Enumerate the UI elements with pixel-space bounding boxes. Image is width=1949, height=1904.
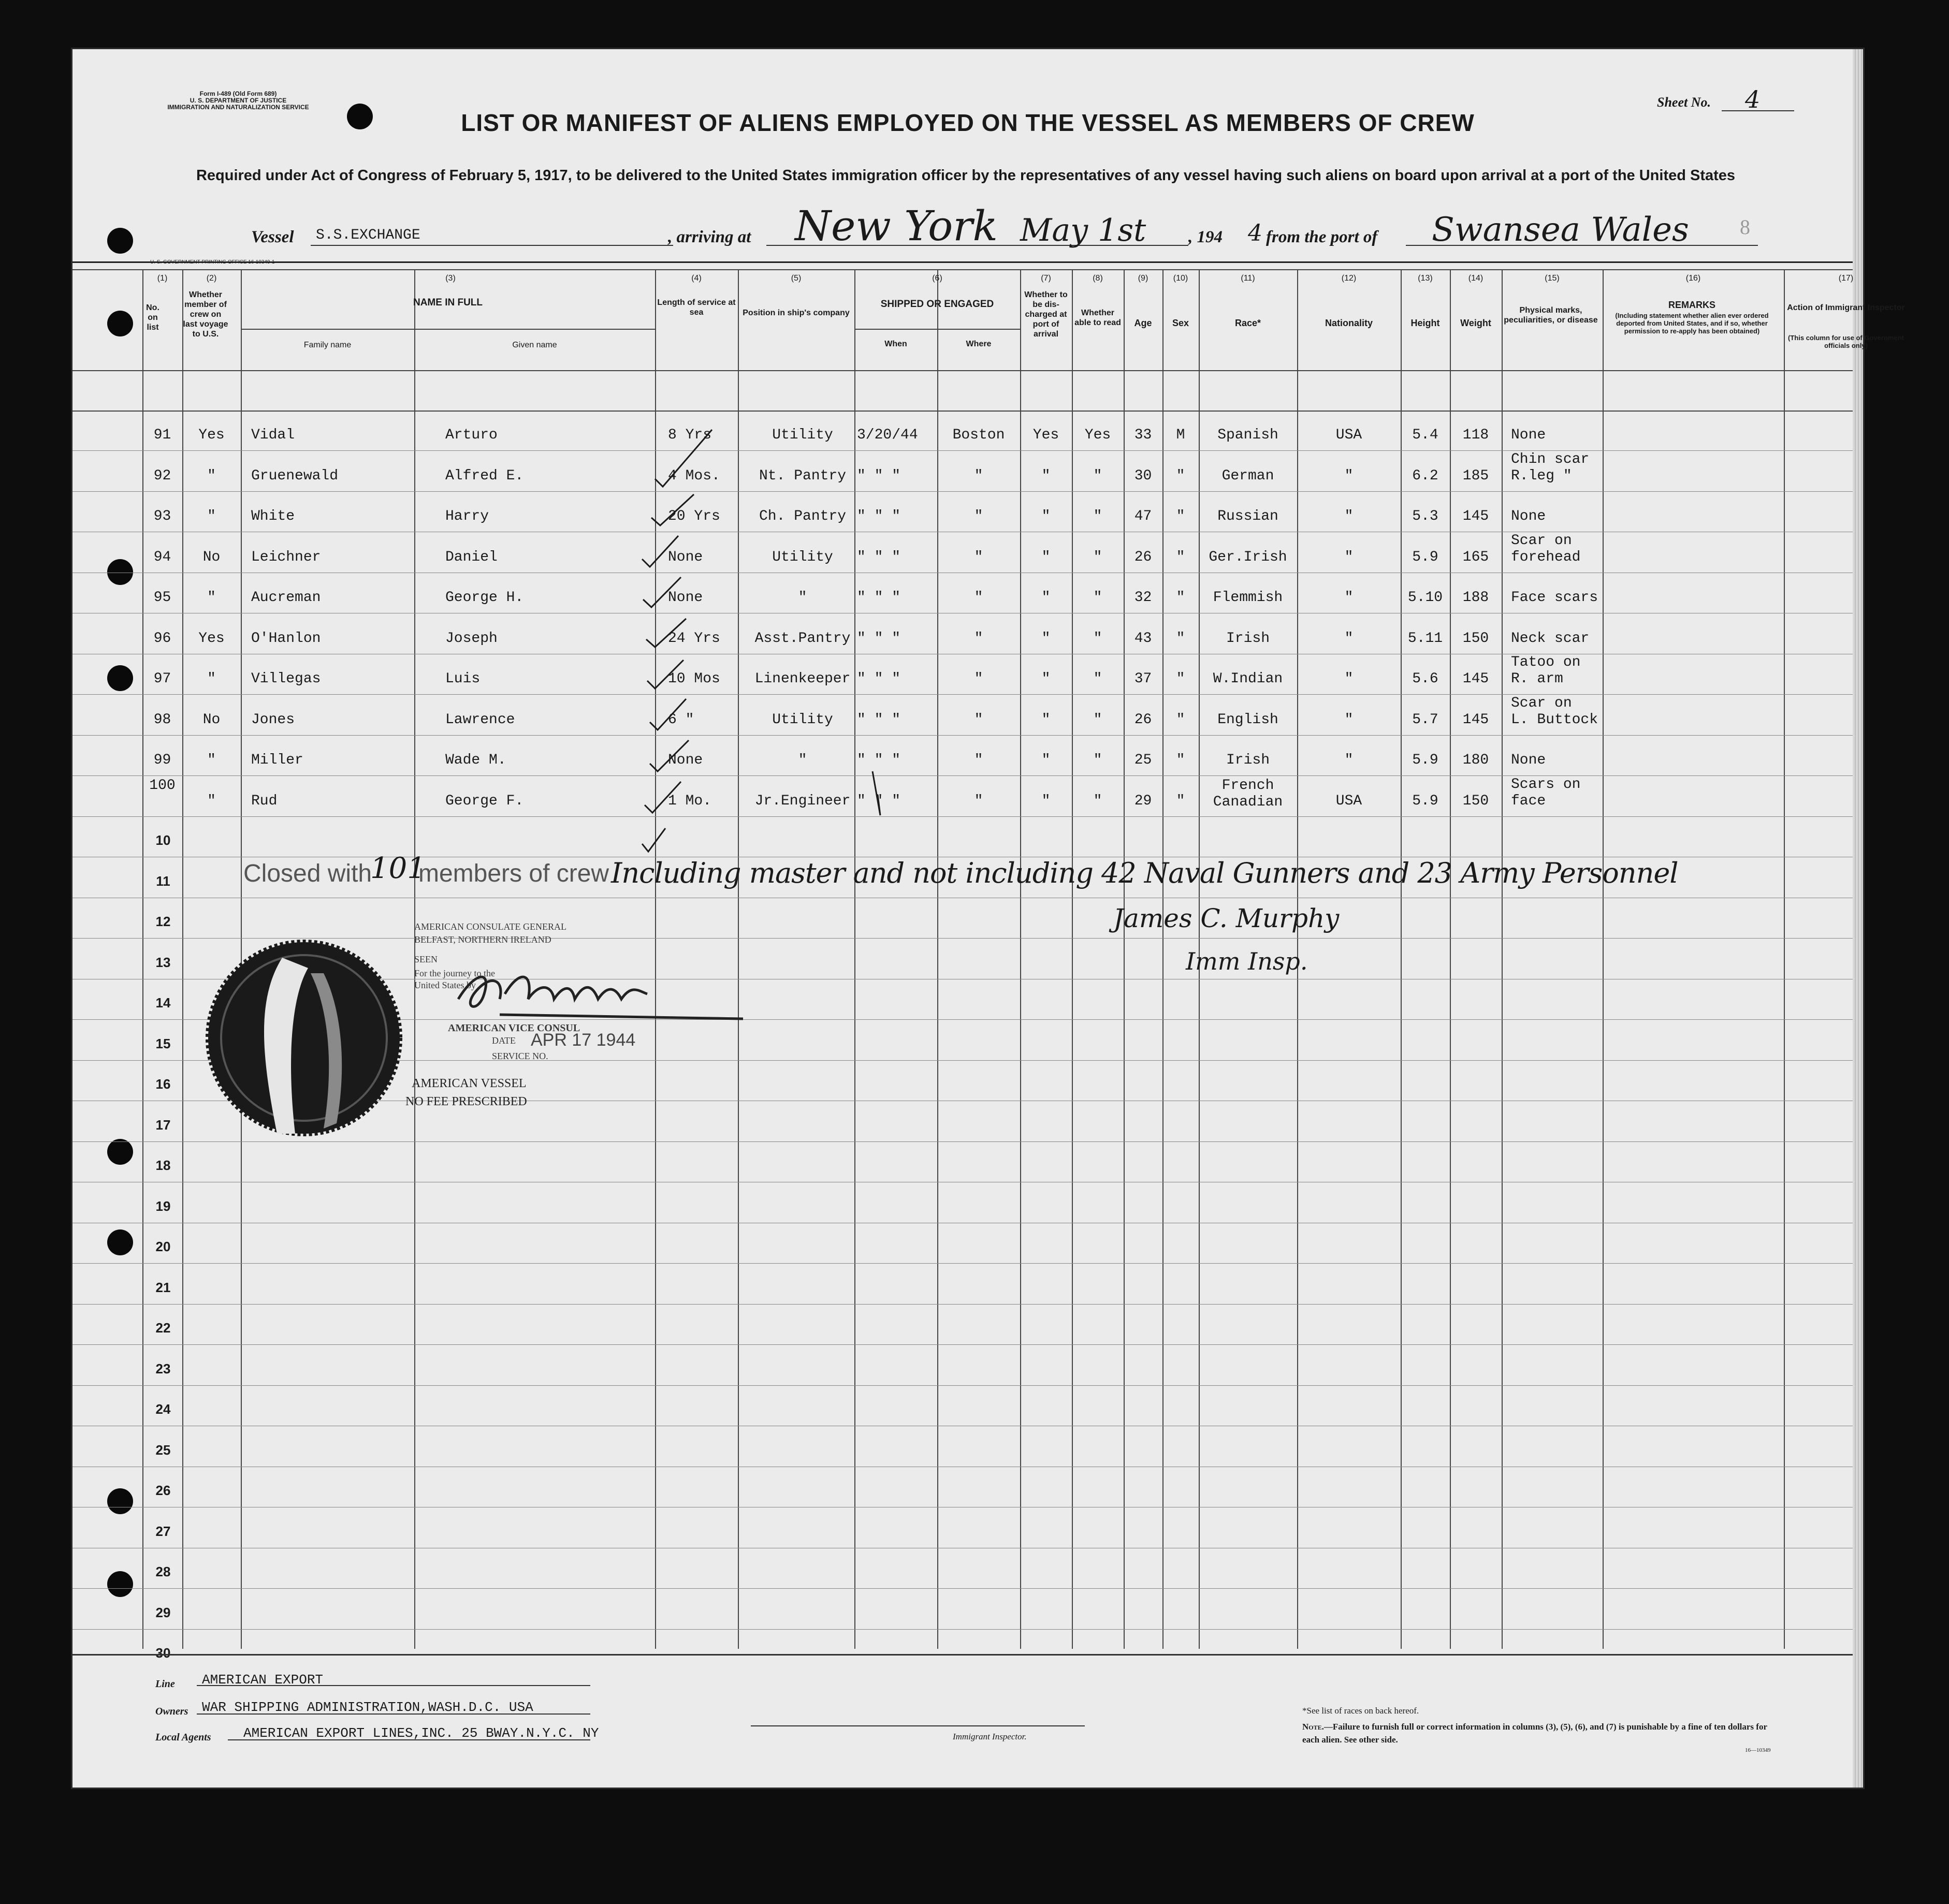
crew-family: White [251,508,295,524]
page-subtitle: Required under Act of Congress of February 5, 1917, to be delivered to the United States immigration officer by the representatives of any vessel having such aliens on board upon arrival at a port of the United States [196,167,1736,184]
crew-height: 5.9 [1412,752,1438,768]
crew-sex: " [1176,752,1185,768]
crew-nat: " [1344,508,1354,524]
crew-no: 95 [153,590,171,606]
consulate-name: AMERICAN CONSULATE GENERAL [414,921,566,932]
arriving-label: , arriving at [668,228,751,246]
row-number: 22 [155,1320,171,1336]
crew-age: 26 [1134,549,1152,565]
crew-sex: M [1176,427,1185,443]
crew-disch: " [1041,752,1051,768]
column-number: (3) [445,274,456,283]
checkmark [645,782,681,813]
crew-nat: " [1344,630,1354,647]
crew-length: None [668,590,703,606]
row-number: 25 [155,1442,171,1458]
crew-weight: 185 [1462,467,1489,484]
col-name-in-full: NAME IN FULL [413,297,483,308]
crew-family: Vidal [251,427,295,443]
crew-marks: Tatoo on [1511,654,1581,670]
crew-no: 100 [149,777,176,794]
crew-given: George H. [445,590,524,606]
crew-disch: Yes [1032,427,1059,443]
crew-sex: " [1176,671,1185,687]
consular-seal [205,937,404,1139]
crew-when: " " " [857,467,901,484]
checkmark [655,430,712,487]
column-number: (15) [1545,274,1560,283]
crew-where: " [974,549,983,565]
crew-nat: " [1344,752,1354,768]
crew-nat: " [1344,590,1354,606]
crew-given: George F. [445,793,524,809]
crew-weight: 150 [1462,793,1489,809]
column-number: (16) [1685,274,1701,283]
crew-read: " [1093,549,1102,565]
col-height: Height [1410,318,1440,328]
crew-position: Utility [772,549,833,565]
row-number: 10 [155,832,171,848]
closed-stamp: Closed with [243,860,372,887]
crew-when: " " " [857,508,901,524]
inspector-title: Imm Insp. [1186,947,1308,975]
crew-race: W.Indian [1213,671,1283,687]
stamp-date: APR 17 1944 [531,1030,636,1050]
consulate-location: BELFAST, NORTHERN IRELAND [414,934,551,945]
crew-read: " [1093,630,1102,647]
crew-length: 10 Mos [668,671,720,687]
crew-family: Jones [251,711,295,728]
crew-age: 30 [1134,467,1152,484]
corner-number: 8 [1740,215,1750,239]
checkmark [650,699,686,730]
year-label: , 194 [1188,228,1223,246]
crew-position: Ch. Pantry [759,508,847,524]
crew-last: " [207,467,216,484]
column-number: (7) [1041,274,1051,283]
crew-no: 96 [153,630,171,647]
crew-last: " [207,752,216,768]
crew-given: Joseph [445,630,498,647]
crew-no: 98 [153,711,171,728]
closed-stamp-suffix: members of crew [418,860,609,887]
column-number: (14) [1468,274,1483,283]
crew-where: " [974,671,983,687]
col-when: When [884,340,907,348]
crew-race: Ger.Irish [1209,549,1287,565]
crew-age: 32 [1134,590,1152,606]
penalty-note: Note.—Failure to furnish full or correct information in columns (3), (5), (6), and (7) is punishable by a fine of ten dollars for each alien. See other side. [1302,1722,1767,1745]
crew-race: Russian [1217,508,1278,524]
crew-weight: 150 [1462,630,1489,647]
crew-sex: " [1176,508,1185,524]
col-weight: Weight [1460,318,1491,328]
crew-marks-2: L. Buttock [1511,711,1598,728]
crew-weight: 118 [1462,427,1489,443]
column-number: (6) [932,274,942,283]
crew-marks: None [1511,752,1546,768]
column-number: (4) [691,274,702,283]
crew-sex: " [1176,467,1185,484]
crew-read: " [1093,711,1102,728]
column-number: (13) [1418,274,1433,283]
arrival-date: May 1st [1020,212,1146,248]
crew-disch: " [1041,508,1051,524]
crew-when: " " " [857,711,901,728]
crew-nat: " [1344,467,1354,484]
crew-count: 101 [370,852,426,885]
crew-height: 5.11 [1407,630,1443,647]
inspector-signature: James C. Murphy [1113,903,1340,933]
crew-last: No [202,711,221,728]
crew-disch: " [1041,793,1051,809]
crew-last: No [202,549,221,565]
col-physical-marks: Physical marks, peculiarities, or disease [1504,306,1598,325]
crew-length: 24 Yrs [668,630,720,647]
crew-family: O'Hanlon [251,630,321,647]
crew-read: " [1093,467,1102,484]
row-number: 29 [155,1604,171,1620]
sheet-no-label: Sheet No. [1657,95,1711,110]
crew-when: " " " [857,793,901,809]
crew-where: " [974,508,983,524]
crew-sex: " [1176,793,1185,809]
crew-no: 97 [153,671,171,687]
crew-age: 25 [1134,752,1152,768]
crew-race: German [1221,467,1274,484]
crew-read: " [1093,793,1102,809]
crew-height: 5.10 [1407,590,1443,606]
crew-last: " [207,671,216,687]
crew-given: Daniel [445,549,498,565]
column-number: (1) [157,274,168,283]
crew-read: " [1093,508,1102,524]
crew-no: 93 [153,508,171,524]
crew-where: Boston [952,427,1005,443]
crew-position: " [798,590,807,606]
crew-read: Yes [1084,427,1111,443]
crew-height: 5.4 [1412,427,1438,443]
col-sex: Sex [1172,318,1189,328]
crew-where: " [974,711,983,728]
row-number: 21 [155,1279,171,1295]
crew-marks: Scar on [1511,695,1572,711]
crew-marks: None [1511,427,1546,443]
column-number: (5) [791,274,802,283]
crew-age: 47 [1134,508,1152,524]
crew-height: 5.9 [1412,549,1438,565]
row-number: 20 [155,1239,171,1254]
row-number: 24 [155,1401,171,1417]
crew-no: 94 [153,549,171,565]
crew-where: " [974,793,983,809]
crew-nat: " [1344,671,1354,687]
row-number: 30 [155,1645,171,1661]
crew-disch: " [1041,711,1051,728]
crew-no: 99 [153,752,171,768]
crew-last: " [207,508,216,524]
crew-position: Linenkeeper [754,671,851,687]
crew-last: Yes [198,427,225,443]
crew-family: Rud [251,793,278,809]
column-number: (2) [206,274,217,283]
crew-weight: 145 [1462,508,1489,524]
crew-position: Asst.Pantry [754,630,851,647]
line-value: AMERICAN EXPORT [202,1672,324,1688]
crew-no: 91 [153,427,171,443]
crew-read: " [1093,590,1102,606]
crew-where: " [974,630,983,647]
checkmark [642,536,678,567]
crew-marks: Scar on [1511,532,1572,549]
checkmark [647,660,683,689]
crew-marks: None [1511,508,1546,524]
american-vessel: AMERICAN VESSEL [412,1077,527,1090]
crew-when: " " " [857,590,901,606]
crew-age: 43 [1134,630,1152,647]
col-given-name: Given name [512,341,557,349]
crew-position: Nt. Pantry [759,467,847,484]
row-number: 11 [156,873,170,889]
crew-position: " [798,752,807,768]
vessel-label: Vessel [251,228,294,246]
crew-where: " [974,752,983,768]
vessel-name: S.S.EXCHANGE [316,227,420,243]
crew-length: 20 Yrs [668,508,720,524]
owners-label: Owners [155,1706,188,1717]
no-fee: NO FEE PRESCRIBED [405,1095,527,1108]
crew-last: " [207,590,216,606]
row-number: 27 [155,1523,171,1539]
crew-weight: 145 [1462,711,1489,728]
crew-where: " [974,590,983,606]
crew-sex: " [1176,711,1185,728]
crew-no: 92 [153,467,171,484]
stamp-journey: For the journey to the [414,968,495,978]
checkmark [642,828,665,852]
crew-weight: 180 [1462,752,1489,768]
col-where: Where [966,340,992,348]
sheet-no: 4 [1745,85,1761,113]
crew-family: Villegas [251,671,321,687]
checkmark [643,577,681,607]
col-last-voyage: Whether member of crew on last voyage to U.S. [183,290,228,339]
crew-race: Irish [1226,630,1270,647]
crew-family: Leichner [251,549,321,565]
crew-read: " [1093,671,1102,687]
crew-race: Flemmish [1213,590,1283,606]
crew-when: 3/20/44 [857,427,918,443]
line-label: Line [155,1678,175,1690]
crew-marks: Face scars [1511,590,1598,606]
checkmark-layer [72,49,1863,1788]
checkmark [650,740,689,771]
closing-note: Including master and not including 42 Naval Gunners and 23 Army Personnel [611,857,1678,889]
crew-marks-2: R. arm [1511,671,1563,687]
crew-height: 6.2 [1412,467,1438,484]
crew-height: 5.7 [1412,711,1438,728]
crew-disch: " [1041,590,1051,606]
row-number: 13 [155,954,171,970]
row-number: 14 [155,995,171,1010]
crew-marks-2: R.leg " [1511,467,1572,484]
stamp-date-label: DATE [492,1035,516,1046]
checkmark [646,619,686,647]
row-number: 16 [155,1076,171,1092]
crew-race: Spanish [1217,427,1278,443]
consul-signature-icon [443,963,753,1025]
races-note: *See list of races on back hereof. [1302,1706,1419,1716]
column-number: (9) [1138,274,1148,283]
inspector-label: Immigrant Inspector. [953,1732,1027,1741]
crew-length: None [668,752,703,768]
form-header: Form I-489 (Old Form 689) U. S. DEPARTMENT OF JUSTICE IMMIGRATION AND NATURALIZATION SERVICE [167,90,309,111]
column-number: (8) [1093,274,1103,283]
crew-given: Harry [445,508,489,524]
crew-when: " " " [857,752,901,768]
crew-when: " " " [857,549,901,565]
crew-marks-2: forehead [1511,549,1581,565]
crew-height: 5.6 [1412,671,1438,687]
from-port-label: from the port of [1266,228,1378,246]
stamp-journey-2: United States by [414,980,476,990]
agents-value: AMERICAN EXPORT LINES,INC. 25 BWAY.N.Y.C. NY [243,1725,599,1741]
crew-last: Yes [198,630,225,647]
crew-nat: " [1344,549,1354,565]
crew-marks-2: face [1511,793,1546,809]
crew-given: Arturo [445,427,498,443]
embossed-seal-icon [205,937,404,1139]
crew-marks: Scars on [1511,776,1581,793]
crew-family: Miller [251,752,303,768]
col-family-name: Family name [303,341,352,349]
column-number: (10) [1173,274,1188,283]
crew-race: English [1217,711,1278,728]
col-remarks: REMARKS [1668,300,1715,310]
col-nationality: Nationality [1325,318,1373,328]
crew-length: 6 " [668,711,694,728]
crew-weight: 145 [1462,671,1489,687]
col-remarks-note: (Including statement whether alien ever ordered deported from United States, and if so, whether permission to re-apply has been obtained) [1615,312,1769,335]
crew-given: Wade M. [445,752,506,768]
crew-position: Jr.Engineer [754,793,851,809]
crew-when: " " " [857,671,901,687]
row-number: 28 [155,1564,171,1579]
year-digit: 4 [1248,220,1262,246]
crew-given: Luis [445,671,481,687]
checkmark [651,494,694,525]
row-number: 19 [155,1198,171,1214]
page-title: LIST OR MANIFEST OF ALIENS EMPLOYED ON THE VESSEL AS MEMBERS OF CREW [461,109,1475,136]
crew-length: 4 Mos. [668,467,720,484]
crew-age: 29 [1134,793,1152,809]
crew-weight: 188 [1462,590,1489,606]
crew-length: 1 Mo. [668,793,712,809]
stamp-service-label: SERVICE NO. [492,1051,548,1061]
crew-marks: Neck scar [1511,630,1590,647]
crew-family: Aucreman [251,590,321,606]
crew-disch: " [1041,671,1051,687]
column-number: (17) [1838,274,1854,283]
form-code: 16—10349 [1745,1747,1771,1753]
crew-weight: 165 [1462,549,1489,565]
crew-age: 33 [1134,427,1152,443]
crew-position: Utility [772,427,833,443]
crew-disch: " [1041,467,1051,484]
crew-nat: USA [1335,793,1362,809]
crew-read: " [1093,752,1102,768]
col-age: Age [1134,318,1152,328]
crew-length: None [668,549,703,565]
crew-height: 5.3 [1412,508,1438,524]
column-number: (11) [1241,274,1255,283]
crew-disch: " [1041,549,1051,565]
row-number: 23 [155,1360,171,1376]
crew-marks: Chin scar [1511,451,1590,467]
crew-position: Utility [772,711,833,728]
crew-race: Irish [1226,752,1270,768]
crew-given: Alfred E. [445,467,524,484]
col-discharged: Whether to be dis-charged at port of arrival [1024,290,1068,339]
col-position: Position in ship's company [743,309,850,317]
crew-when: " " " [857,630,901,647]
agents-label: Local Agents [155,1732,211,1743]
printing-office: U. S. GOVERNMENT PRINTING OFFICE 16-10349-1 [150,259,275,265]
crew-sex: " [1176,549,1185,565]
row-number: 26 [155,1483,171,1498]
col-action-note: (This column for use of Government officials only) [1788,334,1904,349]
row-number: 15 [155,1035,171,1051]
departure-port: Swansea Wales [1432,211,1689,249]
col-no-on-list: No. on list [146,303,159,332]
row-number: 12 [155,914,171,929]
crew-where: " [974,467,983,484]
crew-disch: " [1041,630,1051,647]
col-shipped-engaged: SHIPPED OR ENGAGED [880,299,994,310]
crew-race: French Canadian [1213,777,1283,810]
column-number: (12) [1341,274,1357,283]
crew-family: Gruenewald [251,467,339,484]
arrival-port: New York [795,202,998,250]
crew-sex: " [1176,630,1185,647]
row-number: 17 [155,1117,171,1133]
vice-consul: AMERICAN VICE CONSUL [448,1022,580,1034]
col-length-service: Length of service at sea [657,298,736,317]
crew-height: 5.9 [1412,793,1438,809]
crew-age: 37 [1134,671,1152,687]
col-race: Race* [1234,318,1261,328]
crew-sex: " [1176,590,1185,606]
crew-last: " [207,793,216,809]
row-number: 18 [155,1158,171,1173]
crew-length: 8 Yrs [668,427,712,443]
owners-value: WAR SHIPPING ADMINISTRATION,WASH.D.C. USA [202,1700,533,1715]
crew-given: Lawrence [445,711,515,728]
crew-nat: USA [1335,427,1362,443]
crew-nat: " [1344,711,1354,728]
col-able-read: Whether able to read [1074,309,1121,327]
col-action: Action of Immigrant Inspector [1787,303,1905,312]
crew-age: 26 [1134,711,1152,728]
stamp-seen: SEEN [414,954,438,964]
manifest-sheet [72,49,1905,1788]
